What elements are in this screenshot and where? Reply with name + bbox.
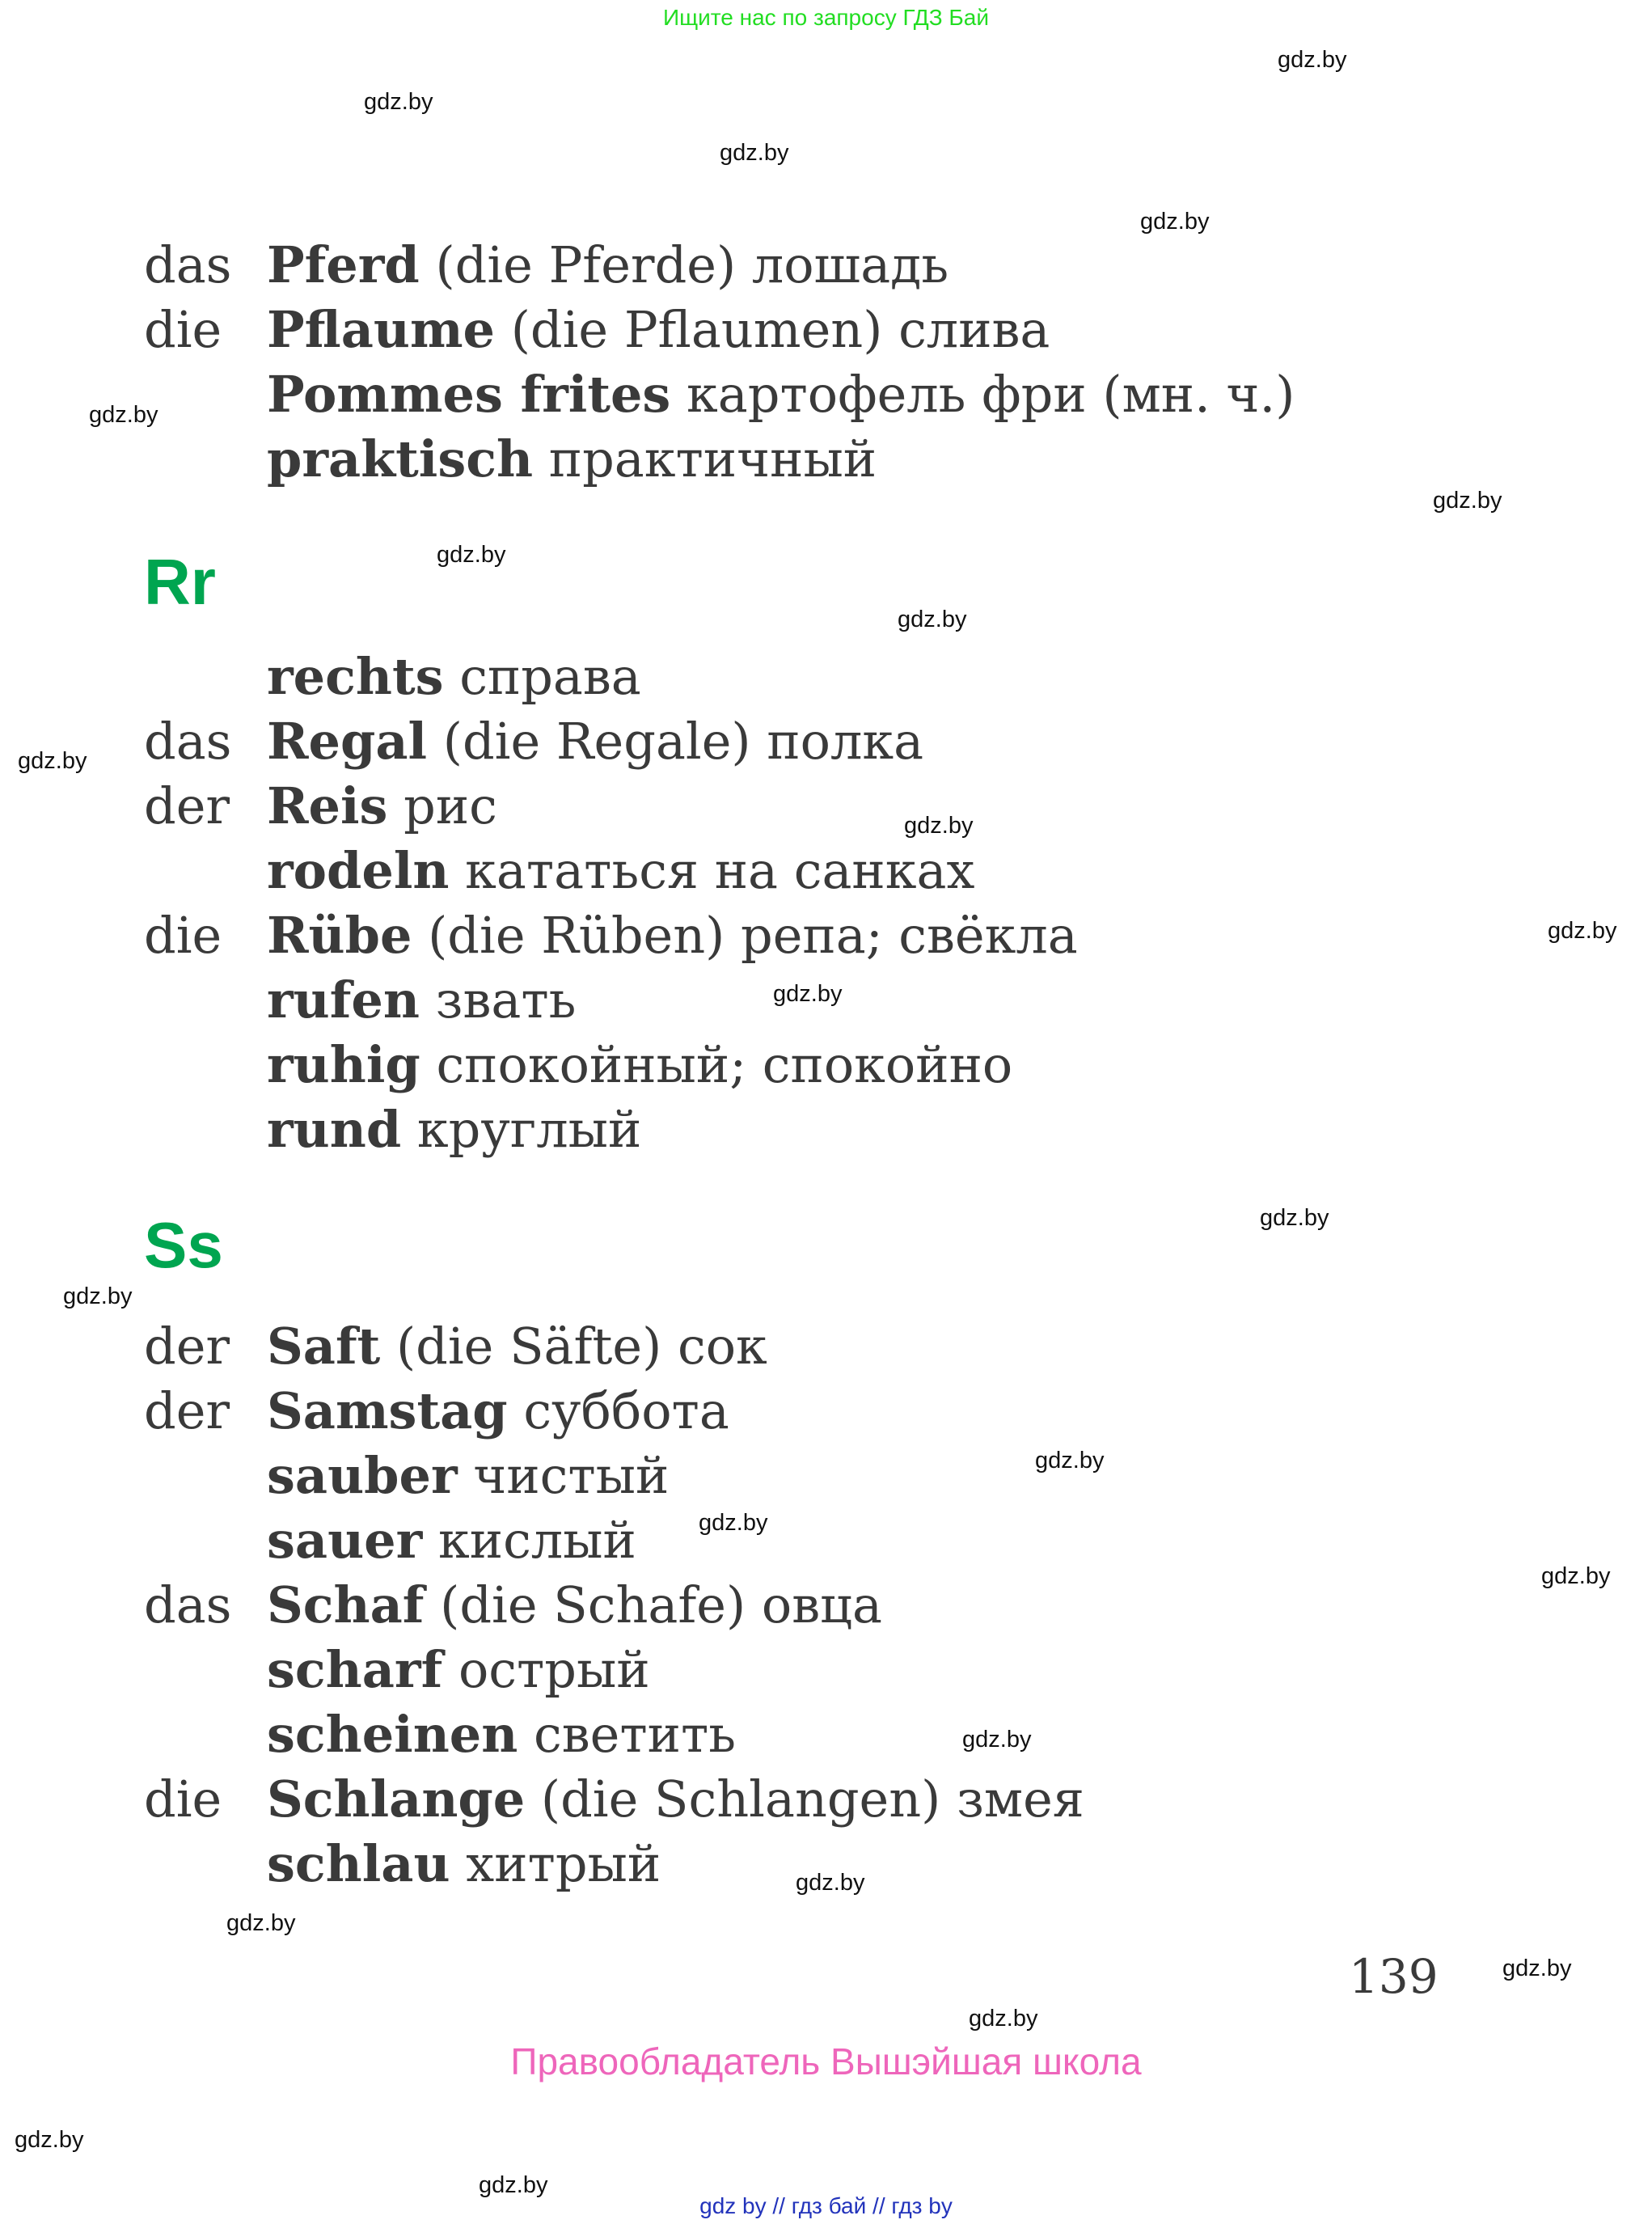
dictionary-entry [144,1446,670,1505]
dictionary-entry [144,429,877,488]
dictionary-entry [144,365,1295,424]
watermark: gdz.by [437,542,506,568]
entry-article: der [144,1317,230,1376]
dictionary-entry [144,1834,661,1893]
entry-word: rodeln [267,841,450,900]
entry-translation: кататься на санках [449,841,975,900]
entry-word: Pflaume [267,300,495,359]
entry-translation: чистый [457,1446,670,1505]
dictionary-entry [144,1317,767,1376]
dictionary-entry [144,1381,729,1440]
watermark: gdz.by [720,140,789,166]
watermark: gdz.by [1035,1448,1105,1474]
entry-translation: (die Säfte) сок [380,1317,767,1376]
watermark: gdz.by [226,1910,296,1936]
watermark: gdz.by [18,748,87,774]
entry-word: scharf [267,1640,443,1699]
entry-word: Regal [267,712,428,771]
entry-word: rund [267,1100,402,1159]
watermark: gdz.by [1140,209,1210,235]
dictionary-entry [144,1035,1013,1094]
page-number: 139 [1349,1949,1439,2004]
watermark: gdz.by [1502,1956,1572,1981]
entry-translation: кислый [422,1511,636,1570]
entry-word: Pommes frites [267,365,671,424]
watermark: gdz.by [63,1283,133,1309]
entry-article: der [144,1381,230,1440]
entry-translation: светить [518,1705,737,1764]
watermark: gdz.by [898,607,967,632]
entry-word: Schlange [267,1769,526,1829]
watermark: gdz.by [479,2172,548,2198]
bottom-links[interactable]: gdz by // гдз бай // гдз by [699,2193,953,2218]
watermark: gdz.by [1260,1205,1329,1231]
entry-word: scheinen [267,1705,518,1764]
dictionary-entry [144,970,577,1030]
watermark: gdz.by [15,2127,84,2153]
dictionary-entry [144,1511,636,1570]
watermark: gdz.by [364,89,433,115]
watermark: gdz.by [1541,1563,1611,1589]
entry-translation: рис [387,776,497,835]
watermark: gdz.by [699,1510,768,1536]
watermark: gdz.by [962,1727,1032,1753]
entry-translation: (die Rüben) репа; свёкла [412,906,1078,965]
entry-word: schlau [267,1834,450,1893]
dictionary-entry [144,712,924,771]
entry-translation: (die Pflaumen) слива [495,300,1050,359]
watermark: gdz.by [1433,488,1502,514]
section-letter-r: Rr [144,546,216,618]
entry-word: Rübe [267,906,412,965]
entry-translation: картофель фри (мн. ч.) [670,365,1295,424]
entry-word: Saft [267,1317,381,1376]
entry-word: sauer [267,1511,423,1570]
entry-translation: круглый [401,1100,642,1159]
entry-translation: практичный [533,429,877,488]
watermark: gdz.by [89,402,158,428]
watermark: gdz.by [796,1870,865,1896]
entry-article: die [144,300,222,359]
section-letter-s: Ss [144,1209,223,1281]
entry-article: der [144,776,230,835]
entry-word: rufen [267,970,420,1030]
dictionary-entry [144,776,497,835]
dictionary-entry [144,1705,737,1764]
dictionary-entry [144,1100,642,1159]
top-banner: Ищите нас по запросу ГДЗ Бай [662,5,990,30]
entry-word: rechts [267,647,444,706]
watermark: gdz.by [969,2006,1038,2032]
dictionary-entry [144,906,1078,965]
entry-article: die [144,1769,222,1829]
entry-translation: (die Pferde) лошадь [419,235,949,294]
entry-translation: (die Schafe) овца [424,1575,882,1634]
entry-translation: хитрый [450,1834,661,1893]
dictionary-entry [144,1575,882,1634]
dictionary-entry [144,1769,1084,1829]
entry-translation: спокойный; спокойно [420,1035,1013,1094]
entry-translation: справа [443,647,641,706]
watermark: gdz.by [1548,918,1617,944]
entry-article: die [144,906,222,965]
watermark: gdz.by [904,813,974,839]
entry-word: Samstag [267,1381,508,1440]
entry-word: ruhig [267,1035,420,1094]
entry-word: sauber [267,1446,458,1505]
watermark: gdz.by [773,981,843,1007]
dictionary-entry [144,841,975,900]
dictionary-entry [144,1640,650,1699]
entry-article: das [144,1575,232,1634]
entry-article: das [144,235,232,294]
entry-word: Pferd [267,235,420,294]
entry-translation: острый [442,1640,650,1699]
dictionary-entry [144,235,949,294]
entry-word: praktisch [267,429,534,488]
entry-translation: звать [419,970,577,1030]
entry-word: Schaf [267,1575,425,1634]
dictionary-entry [144,300,1050,359]
dictionary-entry [144,647,641,706]
copyright-notice: Правообладатель Вышэйшая школа [510,2040,1142,2082]
entry-translation: суббота [507,1381,729,1440]
entry-article: das [144,712,232,771]
entry-translation: (die Regale) полка [427,712,924,771]
entry-translation: (die Schlangen) змея [525,1769,1084,1829]
entry-word: Reis [267,776,388,835]
watermark: gdz.by [1278,47,1347,73]
